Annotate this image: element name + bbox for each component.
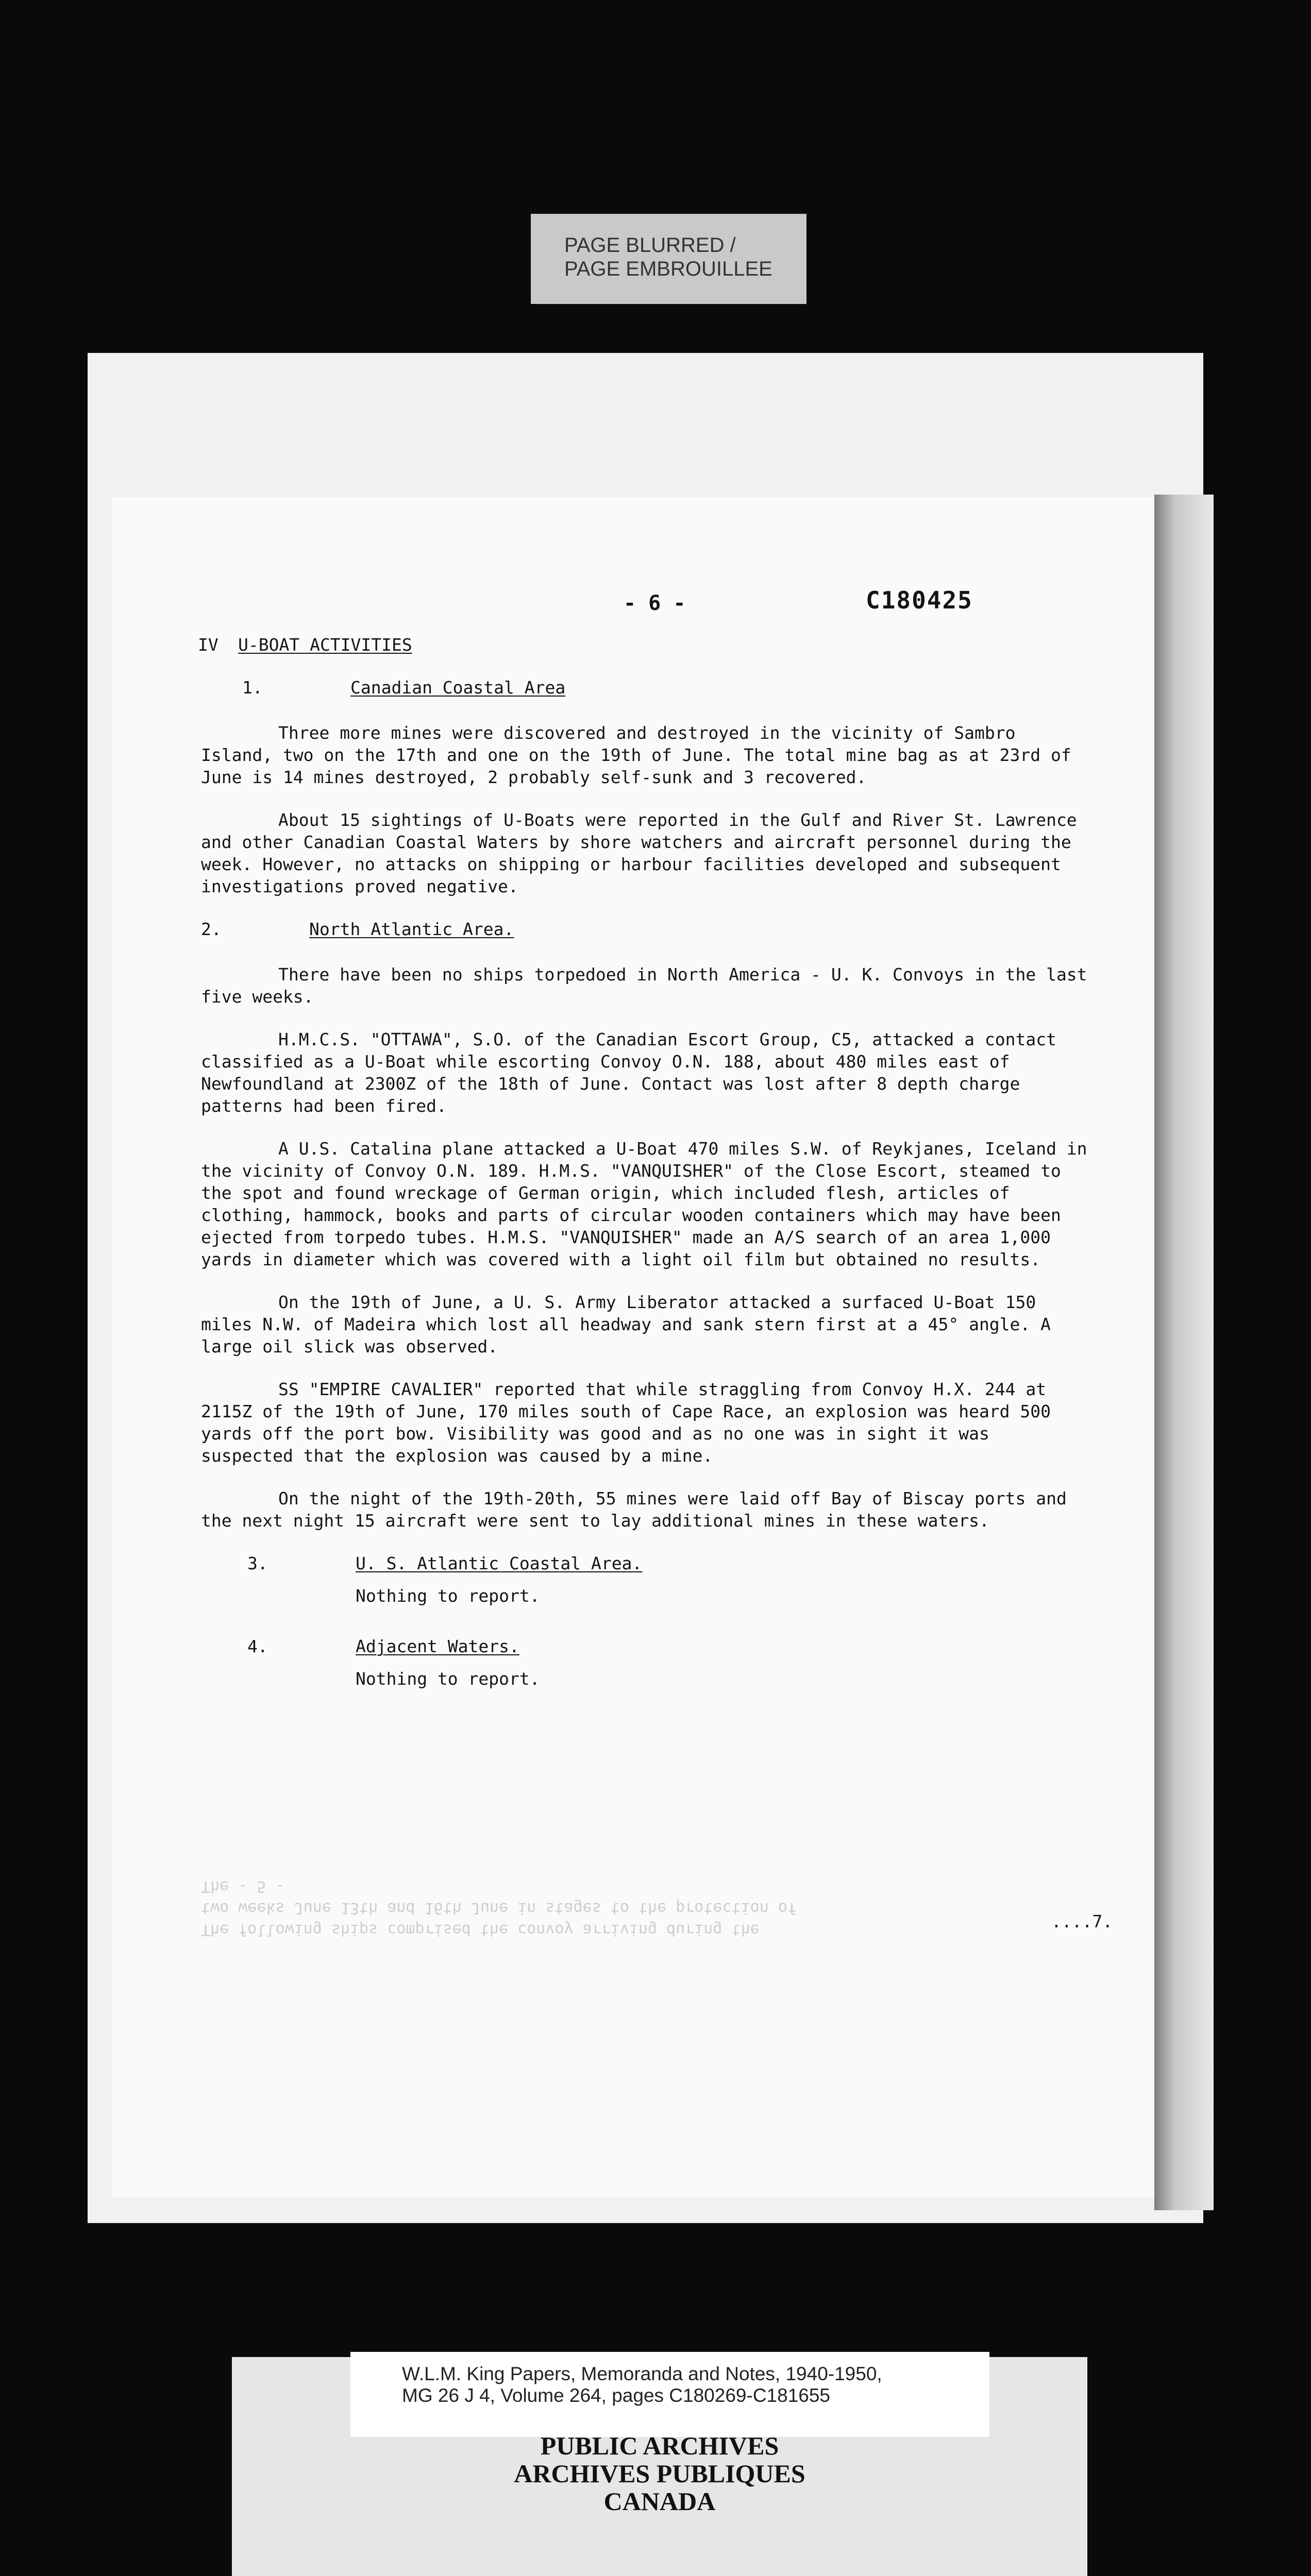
caption-line-1: W.L.M. King Papers, Memoranda and Notes, 1940-1950, (402, 2363, 882, 2384)
section-heading (198, 634, 1087, 656)
paragraph: A U.S. Catalina plane attacked a U-Boat 470 miles S.W. of Reykjanes, Iceland in the vicinity of Convoy O.N. 189. H.M.S. "VANQUISHER" of the Close Escort, steamed to the spot and found wreckage of German origin, which included flesh, articles of clothing, hammock, books and parts of circular wooden containers which may have been ejected from torpedo tubes. H.M.S. "VANQUISHER" made an A/S search of an area 1,000 yards in diameter which was covered with a light oil film but obtained no results. (201, 1139, 1087, 1269)
bleed-line: The following ships comprised the convoy arriving during the (201, 1921, 760, 1939)
page-blurred-label (531, 214, 806, 304)
section-title: U-BOAT ACTIVITIES (238, 635, 412, 655)
archive-line-1: PUBLIC ARCHIVES (540, 2431, 779, 2460)
nothing-to-report: Nothing to report. (356, 1669, 540, 1689)
paragraph: About 15 sightings of U-Boats were reported in the Gulf and River St. Lawrence and other Canadian Coastal Waters by shore watchers and aircraft personnel during the week. However, no attacks on shipping or harbour facilities developed and subsequent investigations proved negative. (201, 810, 1077, 896)
nothing-to-report: Nothing to report. (356, 1586, 540, 1606)
archive-stamp (232, 2432, 1087, 2515)
bleed-line: two weeks June 13th and 16th June in stages to the protection of (201, 1899, 797, 1917)
archive-line-3: CANADA (603, 2487, 716, 2516)
paragraph: H.M.C.S. "OTTAWA", S.O. of the Canadian Escort Group, C5, attacked a contact classified as a U-Boat while escorting Convoy O.N. 188, about 480 miles east of Newfoundland at 2300Z of the 18th of June. Contact was lost after 8 depth charge patterns had been fired. (201, 1029, 1056, 1116)
subsection-heading-4 (247, 1635, 1087, 1657)
blur-label-line-2: PAGE EMBROUILLEE (564, 258, 772, 280)
subsection-number: 2. (201, 919, 222, 939)
paragraph: On the night of the 19th-20th, 55 mines were laid off Bay of Biscay ports and the next night 15 aircraft were sent to lay additional mines in these waters. (201, 1488, 1067, 1531)
archive-caption (350, 2352, 989, 2437)
archive-line-2: ARCHIVES PUBLIQUES (514, 2459, 805, 2488)
document-id: C180425 (866, 586, 973, 614)
page-header (201, 586, 1087, 623)
continued-marker: ....7. (1051, 1911, 1113, 1931)
subsection-heading-3 (247, 1552, 1087, 1574)
paragraph: SS "EMPIRE CAVALIER" reported that while straggling from Convoy H.X. 244 at 2115Z of the 19th of June, 170 miles south of Cape Race, an explosion was heard 500 yards off the port bow. Visibility was good and as no one was in sight it was suspected that the explosion was caused by a mine. (201, 1379, 1051, 1466)
sheet-shadow (1154, 495, 1214, 2210)
section-number: IV (198, 635, 218, 655)
blur-label-line-1: PAGE BLURRED / (564, 234, 736, 257)
subsection-title: U. S. Atlantic Coastal Area. (356, 1553, 643, 1573)
bleed-line: The - 5 - (201, 1877, 285, 1895)
subsection-number: 1. (242, 677, 263, 698)
subsection-heading-2 (201, 918, 1087, 940)
caption-line-2: MG 26 J 4, Volume 264, pages C180269-C181655 (402, 2385, 831, 2406)
paragraph: On the 19th of June, a U. S. Army Liberator attacked a surfaced U-Boat 150 miles N.W. of Madeira which lost all headway and sank stern first at a 45° angle. A large oil slick was observed. (201, 1292, 1051, 1357)
subsection-number: 4. (247, 1636, 268, 1656)
subsection-title: Adjacent Waters. (356, 1636, 519, 1656)
page-number: - 6 - (624, 591, 686, 615)
paragraph: There have been no ships torpedoed in North America - U. K. Convoys in the last five weeks. (201, 964, 1087, 1007)
subsection-number: 3. (247, 1553, 268, 1573)
subsection-heading-1 (242, 676, 1087, 699)
subsection-title: North Atlantic Area. (309, 919, 514, 939)
document-body (198, 586, 1087, 1718)
paragraph: Three more mines were discovered and destroyed in the vicinity of Sambro Island, two on the 17th and one on the 19th of June. The total mine bag as at 23rd of June is 14 mines destroyed, 2 probably self-sunk and 3 recovered. (201, 723, 1071, 787)
bleed-through-text (201, 1875, 1077, 1940)
subsection-title: Canadian Coastal Area (350, 677, 566, 698)
